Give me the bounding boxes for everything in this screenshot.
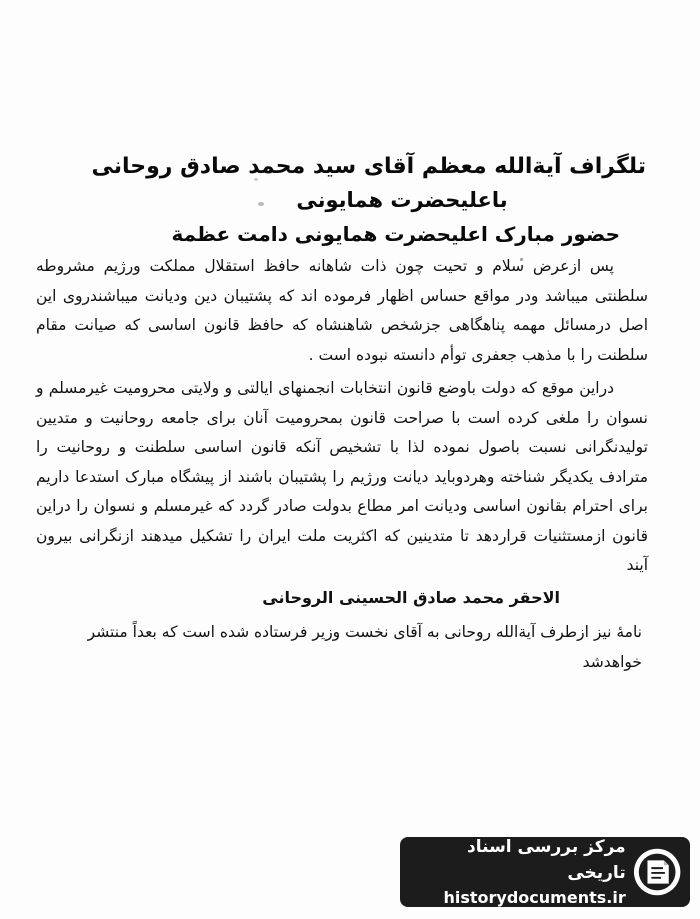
archive-website: historydocuments.ir xyxy=(443,888,626,907)
body-paragraph-1: پس ازعرض سلام و تحیت چون ذات شاهانه حافظ استقلال مملکت ورژیم مشروطه سلطنتی میباشد ودر مواقع حساس اظهار فرموده اند که پشتیبان دین ودیانت میباشندروی این اصل درمسائل مهمه پناهگاهی جزشخص شاهنشاه که حافظ قانون اساسی که صیانت مقام سلطنت را با مذهب جعفری توأم دانسته نبوده است . xyxy=(36,257,648,364)
telegram-document xyxy=(36,150,648,677)
archive-name: مرکز بررسی اسناد تاریخی xyxy=(467,837,626,883)
salutation: حضور مبارک اعلیحضرت همایونی دامت عظمة xyxy=(171,222,620,246)
document-heading: تلگراف آیةالله معظم آقای سید محمد صادق روحانی xyxy=(91,154,646,179)
archive-watermark xyxy=(400,837,690,907)
archive-logo-icon xyxy=(632,846,682,898)
signature-line: الاحقر محمد صادق الحسینی الروحانی xyxy=(262,587,560,607)
document-subheading: باعلیحضرت همایونی xyxy=(296,188,508,212)
footnote-paragraph: نامهٔ نیز ازطرف آیةالله روحانی به آقای نخست وزیر فرستاده شده است که بعداً منتشر خواهدشد xyxy=(87,622,642,671)
body-paragraph-2: دراین موقع که دولت باوضع قانون انتخابات انجمنهای ایالتی و ولایتی محرومیت غیرمسلم و نسوان را ملغی کرده است با صراحت قانون بمحرومیت آنان برای جامعه روحانیت و متدیین تولیدنگرانی نسبت باصول نموده لذا با تشخیص آنکه قانون اساسی سلطنت و روحانیت را مترادف یکدیگر شناخته وهردوباید دیانت ورژیم را پشتیبان باشند از پیشگاه مبارک استدعا داریم برای احترام بقانون اساسی ودیانت امر مطاع بدولت صادر گردد که غیرمسلم و نسوان را دراین قانون ازمستثنیات قراردهد تا متدینین که اکثریت ملت ایران را تشکیل میدهند ازنگرانی بیرون آیند xyxy=(36,379,648,574)
archive-text-block xyxy=(410,834,626,910)
